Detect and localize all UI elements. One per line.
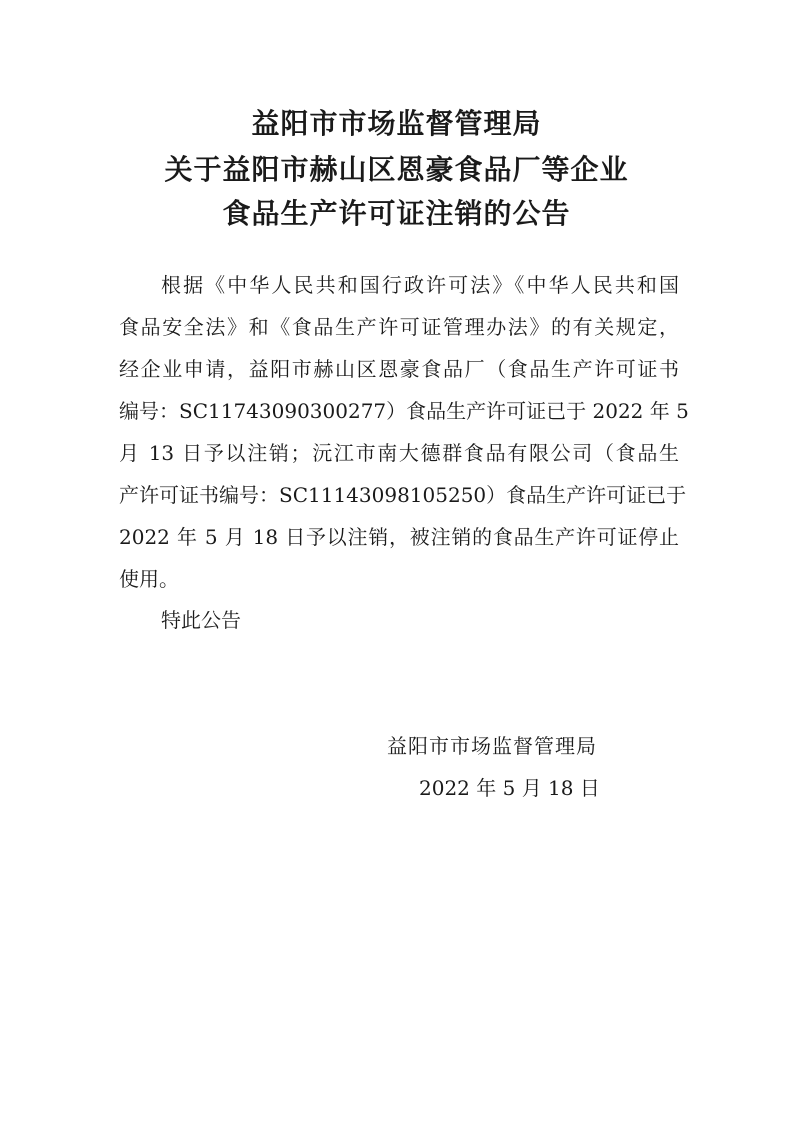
signature-organization: 益阳市市场监督管理局	[387, 734, 597, 758]
body-line: 编号：SC11743090300277）食品生产许可证已于 2022 年 5	[119, 399, 689, 423]
body-line: 2022 年 5 月 18 日予以注销，被注销的食品生产许可证停止	[119, 525, 679, 549]
closing-statement: 特此公告	[161, 608, 241, 632]
body-line: 经企业申请，益阳市赫山区恩豪食品厂（食品生产许可证书	[119, 357, 679, 381]
title-line-2: 关于益阳市赫山区恩豪食品厂等企业	[164, 153, 629, 186]
body-line: 使用。	[119, 567, 179, 591]
body-line: 月 13 日予以注销；沅江市南大德群食品有限公司（食品生	[119, 441, 679, 465]
title-line-3: 食品生产许可证注销的公告	[222, 197, 571, 230]
body-line: 产许可证书编号：SC11143098105250）食品生产许可证已于	[119, 483, 687, 507]
title-line-1: 益阳市市场监督管理局	[251, 107, 542, 140]
body-line: 根据《中华人民共和国行政许可法》《中华人民共和国	[161, 273, 679, 297]
signature-date: 2022 年 5 月 18 日	[419, 776, 600, 800]
body-line: 食品安全法》和《食品生产许可证管理办法》的有关规定，	[119, 315, 679, 339]
